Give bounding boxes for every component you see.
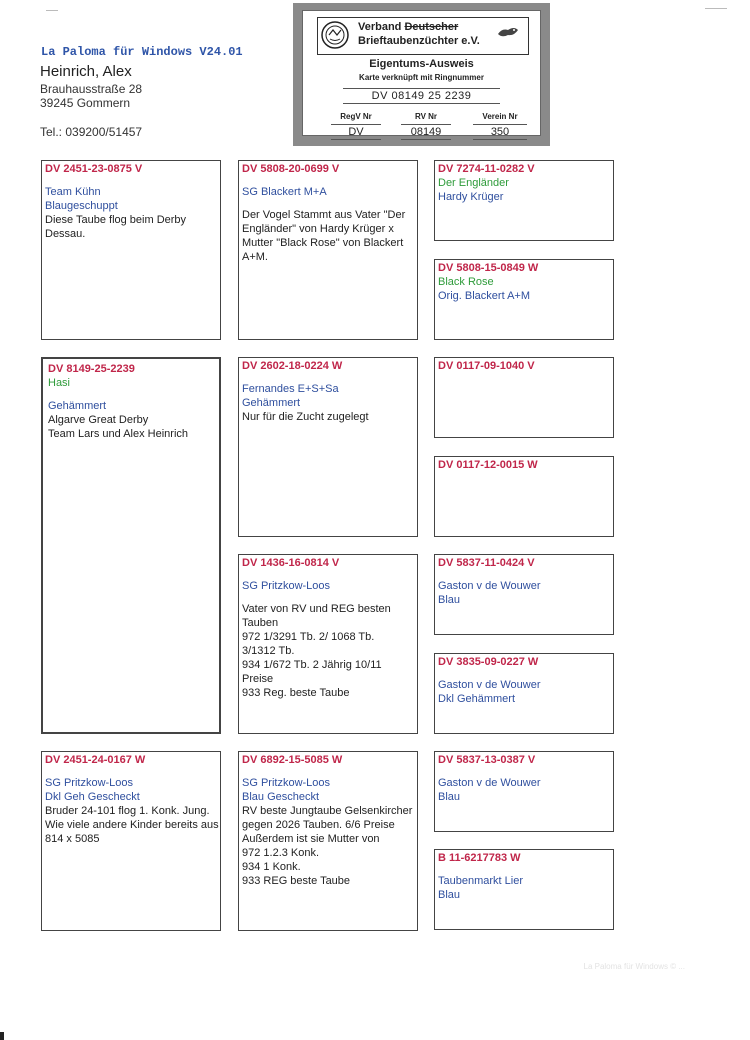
verein-value: 350 — [473, 124, 527, 140]
pedigree-box — [434, 751, 614, 832]
owner-phone: Tel.: 039200/51457 — [40, 125, 143, 139]
ring-number: DV 2451-23-0875 V — [45, 163, 143, 175]
pedigree-box — [434, 653, 614, 734]
pedigree-box — [238, 160, 418, 340]
color: Gehämmert — [48, 400, 107, 412]
corner-mark — [0, 1032, 4, 1040]
top-dash — [705, 8, 727, 9]
card-subtitle: Karte verknüpft mit Ringnummer — [359, 73, 484, 82]
color: Blaugeschuppt — [45, 200, 118, 212]
color: Blau — [438, 889, 461, 901]
ring-number: DV 2451-24-0167 W — [45, 754, 146, 766]
org-name-line1: Verband Deutscher — [358, 21, 459, 33]
ring-number: DV 7274-11-0282 V — [438, 163, 535, 175]
owner-city: 39245 Gommern — [40, 96, 131, 110]
regv-value: DV — [331, 124, 381, 140]
note: Team Lars und Alex Heinrich — [48, 428, 189, 440]
note: 934 1/672 Tb. 2 Jährig 10/11 — [242, 659, 382, 671]
card-title: Eigentums-Ausweis — [369, 58, 474, 70]
color: Dkl Geh Gescheckt — [45, 791, 140, 803]
note: Preise — [242, 673, 274, 685]
pedigree-box — [434, 259, 614, 340]
breeder: Taubenmarkt Lier — [438, 875, 523, 887]
ring-number: B 11-6217783 W — [438, 852, 521, 864]
ring-number: DV 6892-15-5085 W — [242, 754, 343, 766]
pedigree-box — [434, 456, 614, 537]
footer-watermark: La Paloma für Windows © ... — [583, 962, 685, 971]
note: Tauben — [242, 617, 279, 629]
note: Dessau. — [45, 228, 86, 240]
ring-number: DV 5808-15-0849 W — [438, 262, 539, 274]
breeder: Gaston v de Wouwer — [438, 679, 541, 691]
rv-value: 08149 — [401, 124, 451, 140]
pedigree-box — [434, 849, 614, 930]
pedigree-box — [434, 357, 614, 438]
note: Engländer" von Hardy Krüger x — [242, 223, 394, 235]
breeder: Orig. Blackert A+M — [438, 290, 531, 302]
note: 972 1.2.3 Konk. — [242, 847, 320, 859]
note: Nur für die Zucht zugelegt — [242, 411, 369, 423]
owner-street: Brauhausstraße 28 — [40, 82, 143, 96]
pigeon-name: Black Rose — [438, 276, 494, 288]
ring-number: DV 0117-12-0015 W — [438, 459, 538, 471]
breeder: SG Pritzkow-Loos — [45, 777, 134, 789]
note: 814 x 5085 — [45, 833, 100, 845]
color: Dkl Gehämmert — [438, 693, 516, 705]
note: 933 Reg. beste Taube — [242, 687, 350, 699]
breeder: Gaston v de Wouwer — [438, 580, 541, 592]
regv-label: RegV Nr — [340, 112, 372, 121]
note: Algarve Great Derby — [48, 414, 149, 426]
pigeon-emblem-icon — [496, 24, 520, 40]
card-ring-number: DV 08149 25 2239 — [343, 88, 500, 104]
ring-number: DV 0117-09-1040 V — [438, 360, 535, 372]
verein-label: Verein Nr — [482, 112, 518, 121]
note: gegen 2026 Tauben. 6/6 Preise — [242, 819, 395, 831]
pedigree-box — [41, 751, 221, 931]
org-name-line2: Brieftaubenzüchter e.V. — [358, 35, 480, 47]
ring-number: DV 1436-16-0814 V — [242, 557, 340, 569]
note: Bruder 24-101 flog 1. Konk. Jung. — [45, 805, 210, 817]
note: Der Vogel Stammt aus Vater "Der — [242, 209, 406, 221]
ring-number: DV 5808-20-0699 V — [242, 163, 340, 175]
breeder: Team Kühn — [45, 186, 101, 198]
pedigree-box — [434, 160, 614, 241]
pedigree-box — [434, 554, 614, 635]
father-box — [238, 357, 418, 537]
ring-number: DV 2602-18-0224 W — [242, 360, 343, 372]
app-title: La Paloma für Windows V24.01 — [41, 45, 243, 59]
note: 934 1 Konk. — [242, 861, 301, 873]
pedigree-box — [41, 160, 221, 340]
association-logo-icon — [320, 20, 350, 50]
ring-number: DV 5837-11-0424 V — [438, 557, 535, 569]
breeder: Gaston v de Wouwer — [438, 777, 541, 789]
color: Blau — [438, 594, 461, 606]
ownership-card-body — [302, 10, 541, 136]
note: Wie viele andere Kinder bereits aus — [45, 819, 219, 831]
breeder: Fernandes E+S+Sa — [242, 383, 339, 395]
owner-name: Heinrich, Alex — [40, 63, 132, 80]
pigeon-name: Der Engländer — [438, 177, 509, 189]
breeder: SG Blackert M+A — [242, 186, 327, 198]
color: Gehämmert — [242, 397, 301, 409]
note: Außerdem ist sie Mutter von — [242, 833, 380, 845]
breeder: SG Pritzkow-Loos — [242, 777, 331, 789]
color: Blau — [438, 791, 461, 803]
rv-label: RV Nr — [414, 112, 438, 121]
ring-number: DV 5837-13-0387 V — [438, 754, 536, 766]
note: 972 1/3291 Tb. 2/ 1068 Tb. — [242, 631, 375, 643]
color: Blau Gescheckt — [242, 791, 320, 803]
pigeon-name: Hasi — [48, 377, 71, 389]
mother-box — [238, 554, 418, 734]
breeder: Hardy Krüger — [438, 191, 504, 203]
note: Diese Taube flog beim Derby — [45, 214, 187, 226]
ring-number: DV 8149-25-2239 — [48, 363, 135, 375]
org-banner — [317, 17, 529, 55]
pedigree-box — [238, 751, 418, 931]
top-dash — [46, 10, 58, 11]
main-pigeon-box — [41, 357, 221, 734]
note: RV beste Jungtaube Gelsenkircher — [242, 805, 413, 817]
note: A+M. — [242, 251, 268, 263]
note: Vater von RV und REG besten — [242, 603, 391, 615]
ring-number: DV 3835-09-0227 W — [438, 656, 539, 668]
note: 3/1312 Tb. — [242, 645, 295, 657]
breeder: SG Pritzkow-Loos — [242, 580, 331, 592]
note: Mutter "Black Rose" von Blackert — [242, 237, 404, 249]
note: 933 REG beste Taube — [242, 875, 351, 887]
ownership-card — [293, 3, 550, 146]
